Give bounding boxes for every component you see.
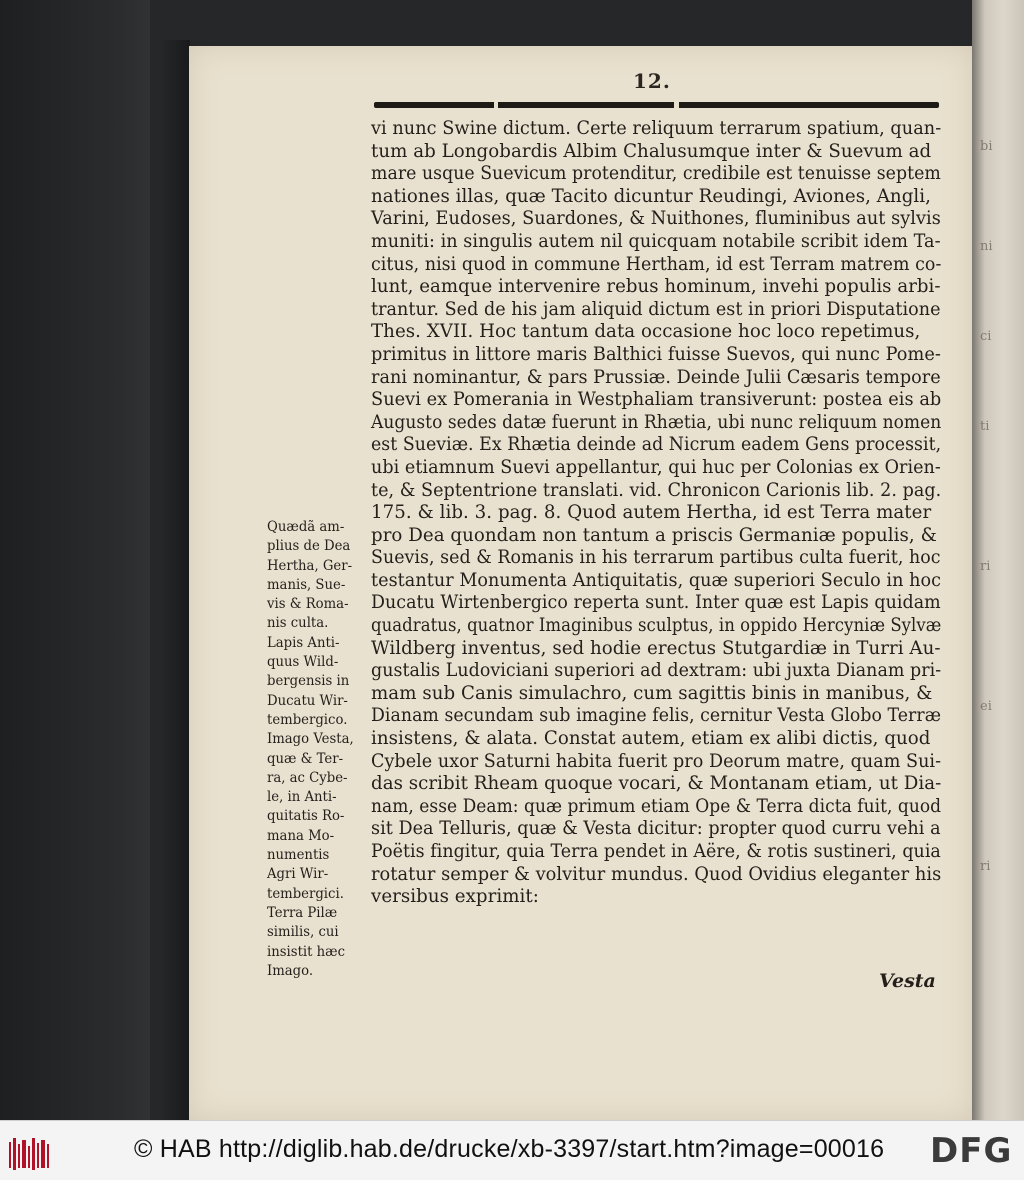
text-line: Varini, Eudoses, Suardones, & Nuithones, fluminibus aut sylvis [371,208,941,230]
margin-note-line: nis culta. [267,615,329,632]
text-line: mam sub Canis simulachro, cum sagittis binis in manibus, & [371,682,933,704]
text-line: das scribit Rheam quoque vocari, & Montanam etiam, ut Dia- [371,773,942,795]
margin-note-line: tembergico. [267,711,348,728]
margin-note-line: numentis [267,847,330,864]
text-line: muniti: in singulis autem nil quicquam notabile scribit idem Ta- [371,230,941,252]
text-line: nationes illas, quæ Tacito dicuntur Reudingi, Aviones, Angli, [371,185,931,207]
margin-note-line: Ducatu Wir- [267,692,348,709]
text-line: Poëtis fingitur, quia Terra pendet in Aëre, & rotis sustineri, quia [371,841,941,862]
text-line: te, & Septentrione translati. vid. Chronicon Carionis lib. 2. pag. [371,479,942,501]
text-line: Suevi ex Pomerania in Westphaliam transiverunt: postea eis ab [371,389,942,411]
margin-note-line: similis, cui [267,924,339,941]
header-rule [374,102,939,108]
margin-note-line: plius de Dea [267,538,351,555]
text-line: vi nunc Swine dictum. Certe reliquum terrarum spatium, quan- [371,118,942,139]
margin-note-line: quus Wild- [267,654,339,671]
text-line: rotatur semper & volvitur mundus. Quod Ovidius eleganter his [371,863,942,885]
margin-note-line: Lapis Anti- [267,634,340,651]
text-line: quadratus, quatnor Imaginibus sculptus, in oppido Hercyniæ Sylvæ [371,615,942,637]
text-line: tum ab Longobardis Albim Chalusumque inter & Suevum ad [371,140,932,162]
text-line: nam, esse Deam: quæ primum etiam Ope & Terra dicta fuit, quod [371,795,942,817]
text-line: testantur Monumenta Antiquitatis, quæ superiori Seculo in hoc [371,569,942,591]
barcode-icon [8,1138,52,1170]
margin-note-line: tembergici. [267,885,344,902]
text-line: lunt, eamque intervenire rebus hominum, invehi populis arbi- [371,276,941,298]
margin-note-line: Terra Pilæ [267,904,338,921]
catchword: Vesta [879,970,936,992]
copyright-url[interactable]: © HAB http://diglib.hab.de/drucke/xb-3397/start.htm?image=00016 [134,1135,885,1163]
book-page [189,46,972,1120]
margin-note-line: Hertha, Ger- [267,557,353,574]
margin-note-line: Quædã am- [267,519,345,535]
margin-note-line: quitatis Ro- [267,808,345,825]
marginal-notes [267,518,377,981]
text-line: Augusto sedes datæ fuerunt in Rhætia, ubi nunc reliquum nomen [371,411,942,433]
text-line: citus, nisi quod in commune Hertham, id est Terram matrem co- [371,253,942,275]
margin-note-line: bergensis in [267,673,350,690]
text-line: primitus in littore maris Balthici fuisse Suevos, qui nunc Pome- [371,343,941,365]
margin-note-line: Imago. [267,962,314,979]
dfg-logo: DFG [930,1131,1013,1171]
text-line: mare usque Suevicum protenditur, credibile est tenuisse septem [371,163,941,185]
book-cover-edge [0,0,150,1120]
margin-note-line: manis, Sue- [267,576,346,593]
text-line: Wildberg inventus, sed hodie erectus Stutgardiæ in Turri Au- [371,637,941,659]
margin-note-line: le, in Anti- [267,789,337,806]
margin-note-line: quæ & Ter- [267,750,344,767]
text-line: Cybele uxor Saturni habita fuerit pro Deorum matre, quam Sui- [371,750,942,772]
text-line: pro Dea quondam non tantum a priscis Germaniæ populis, & [371,524,937,546]
text-line: Thes. XVII. Hoc tantum data occasione hoc loco repetimus, [371,321,921,343]
margin-note-line: vis & Roma- [267,596,349,613]
text-line: gustalis Ludoviciani superiori ad dextram: ubi juxta Dianam pri- [371,660,942,682]
margin-note-line: ra, ac Cybe- [267,769,348,786]
text-line: rani nominantur, & pars Prussiæ. Deinde Julii Cæsaris tempore [371,366,941,388]
margin-note-line: insistit hæc [267,943,346,960]
page-shadow [160,40,190,1120]
text-line: sit Dea Telluris, quæ & Vesta dicitur: propter quod curru vehi a [371,818,941,840]
page-number: 12. [633,69,671,93]
text-line: versibus exprimit: [371,886,539,908]
text-line: 175. & lib. 3. pag. 8. Quod autem Hertha, id est Terra mater [371,502,932,524]
margin-note-line: mana Mo- [267,827,335,844]
text-line: Suevis, sed & Romanis in his terrarum partibus culta fuerit, hoc [371,547,941,569]
text-line: ubi etiamnum Suevi appellantur, qui huc per Colonias ex Orien- [371,456,941,478]
adjacent-page-edge: bi ni ci ti ri ei ri [972,0,1024,1120]
text-line: trantur. Sed de his jam aliquid dictum est in priori Disputatione [371,298,941,320]
margin-note-line: Agri Wir- [267,866,329,883]
viewer-footer [0,1120,1024,1180]
text-line: Dianam secundam sub imagine felis, cernitur Vesta Globo Terræ [371,705,942,727]
text-line: insistens, & alata. Constat autem, etiam ex alibi dictis, quod [371,728,931,750]
text-line: est Sueviæ. Ex Rhætia deinde ad Nicrum eadem Gens processit, [371,434,942,456]
margin-note-line: Imago Vesta, [267,731,354,748]
main-text-block [371,118,941,909]
text-line: Ducatu Wirtenbergico reperta sunt. Inter quæ est Lapis quidam [371,592,941,614]
